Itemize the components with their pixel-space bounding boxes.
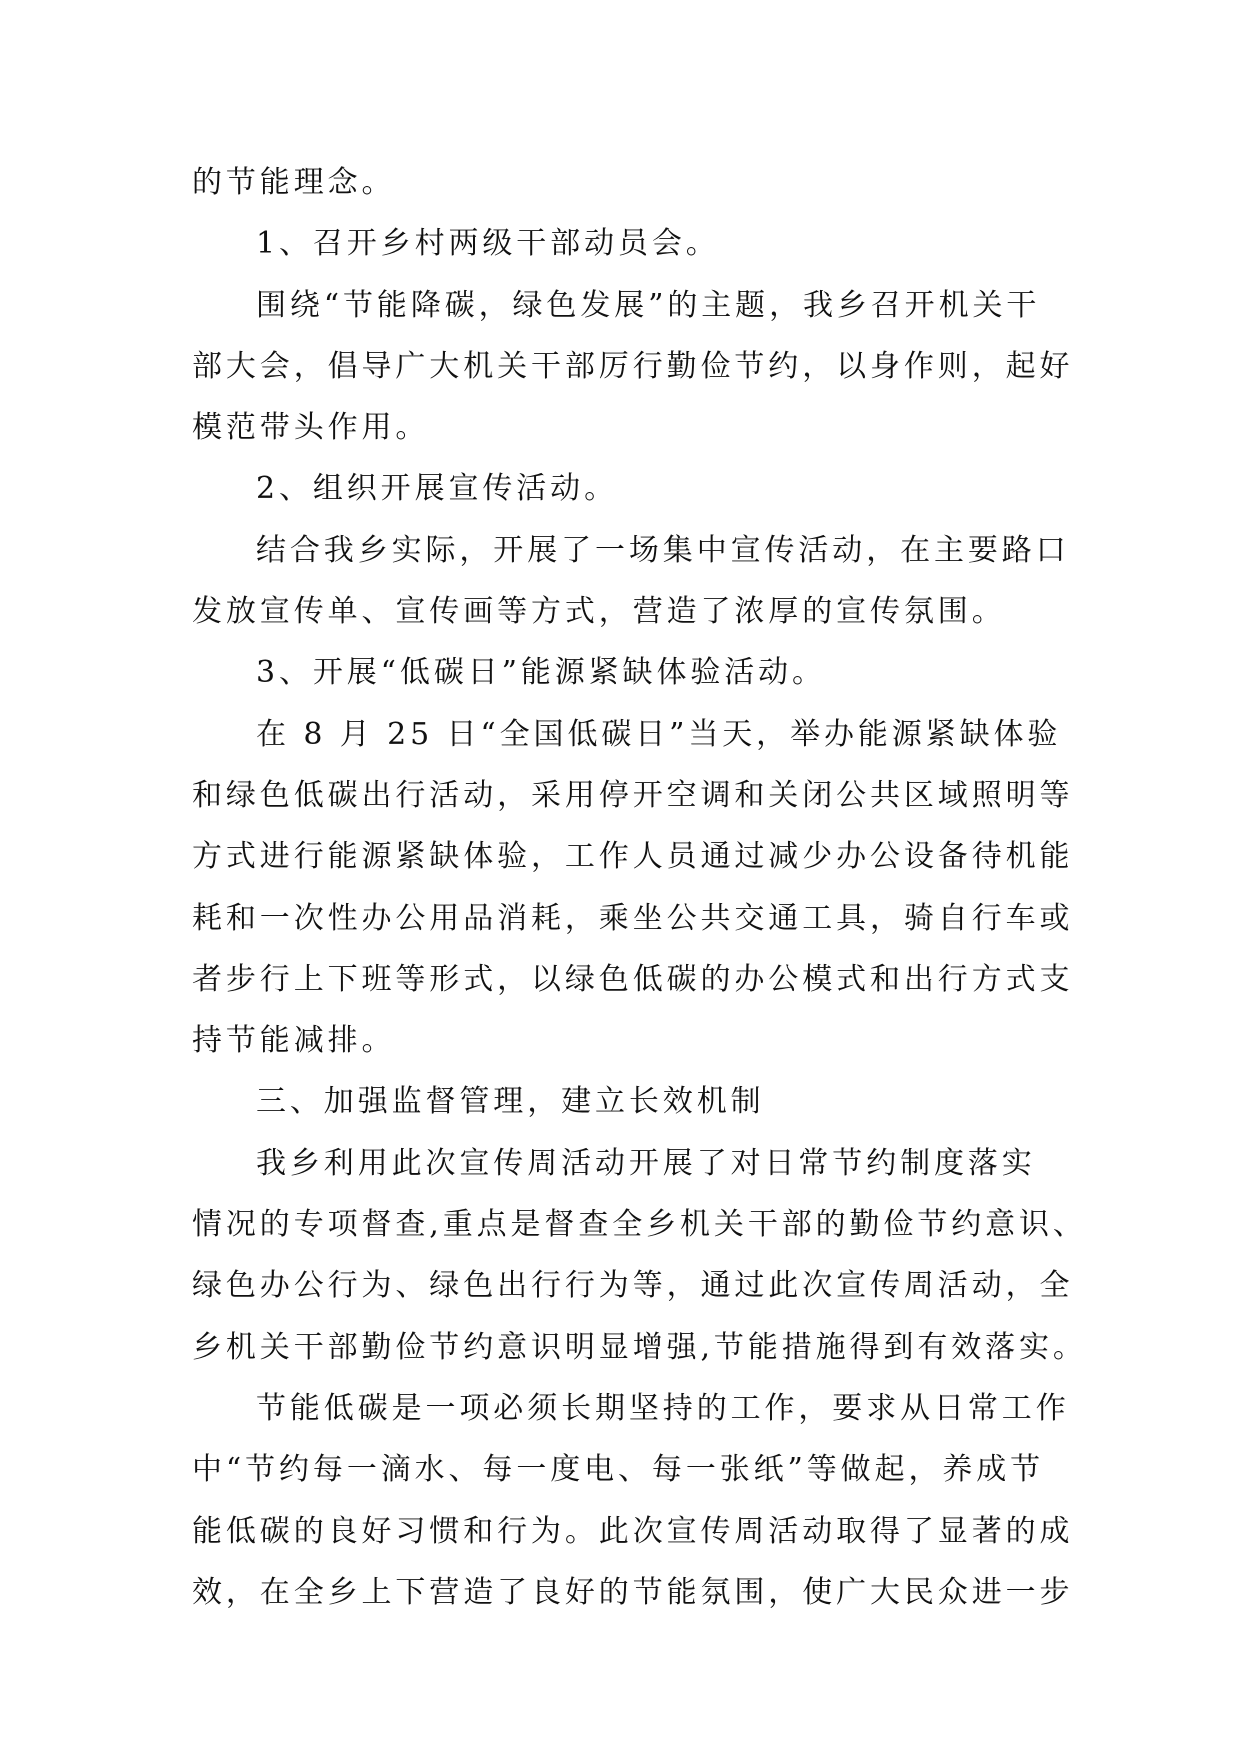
text-line-2: 1、召开乡村两级干部动员会。 xyxy=(256,226,720,262)
text-line-4: 部大会，倡导广大机关干部厉行勤俭节约，以身作则，起好 xyxy=(192,348,1074,384)
document-body xyxy=(192,152,1087,1623)
text-line-9: 3、开展“低碳日”能源紧缺体验活动。 xyxy=(256,655,826,691)
text-line-13: 耗和一次性办公用品消耗，乘坐公共交通工具，骑自行车或 xyxy=(192,900,1074,936)
text-line-17: 我乡利用此次宣传周活动开展了对日常节约制度落实 xyxy=(256,1145,1036,1181)
text-line-1: 的节能理念。 xyxy=(192,165,396,200)
section-heading-3: 三、加强监督管理，建立长效机制 xyxy=(256,1084,765,1120)
text-line-8: 发放宣传单、宣传画等方式，营造了浓厚的宣传氛围。 xyxy=(192,594,1006,630)
text-line-11: 和绿色低碳出行活动，采用停开空调和关闭公共区域照明等 xyxy=(192,777,1074,813)
text-line-6: 2、组织开展宣传活动。 xyxy=(256,471,618,507)
text-line-10: 在 8 月 25 日“全国低碳日”当天，举办能源紧缺体验 xyxy=(256,716,1062,752)
text-line-14: 者步行上下班等形式，以绿色低碳的办公模式和出行方式支 xyxy=(192,961,1074,997)
text-line-5: 模范带头作用。 xyxy=(192,410,430,446)
text-line-24: 效，在全乡上下营造了良好的节能氛围，使广大民众进一步 xyxy=(192,1574,1074,1610)
text-line-15: 持节能减排。 xyxy=(192,1023,396,1059)
text-line-3: 围绕“节能降碳，绿色发展”的主题，我乡召开机关干 xyxy=(256,287,1041,323)
text-line-20: 乡机关干部勤俭节约意识明显增强,节能措施得到有效落实。 xyxy=(192,1329,1087,1365)
text-line-7: 结合我乡实际，开展了一场集中宣传活动，在主要路口 xyxy=(256,532,1070,568)
text-line-23: 能低碳的良好习惯和行为。此次宣传周活动取得了显著的成 xyxy=(192,1513,1074,1549)
text-line-22: 中“节约每一滴水、每一度电、每一张纸”等做起，养成节 xyxy=(192,1452,1045,1488)
text-line-21: 节能低碳是一项必须长期坚持的工作，要求从日常工作 xyxy=(256,1390,1070,1426)
text-line-18: 情况的专项督查,重点是督查全乡机关干部的勤俭节约意识、 xyxy=(192,1207,1087,1243)
text-line-12: 方式进行能源紧缺体验，工作人员通过减少办公设备待机能 xyxy=(192,839,1074,875)
text-line-19: 绿色办公行为、绿色出行行为等，通过此次宣传周活动，全 xyxy=(192,1268,1074,1304)
